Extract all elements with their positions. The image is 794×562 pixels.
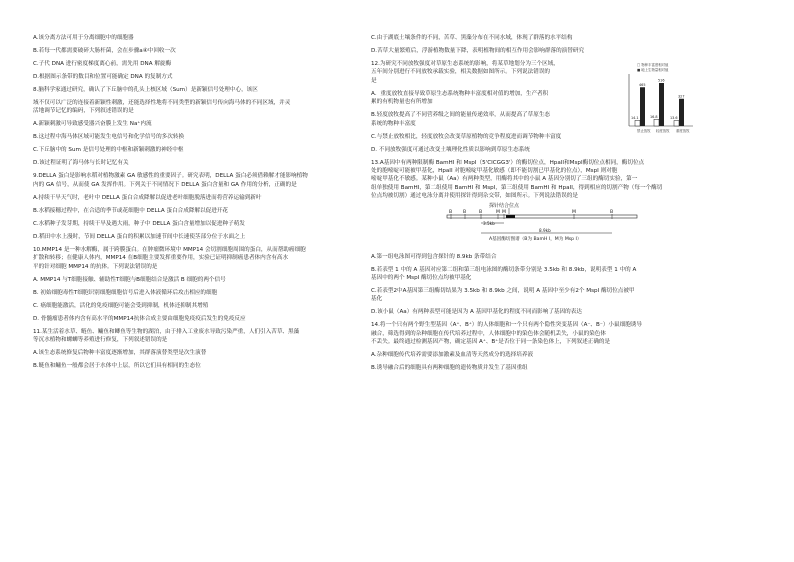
q12-option-c: C.与禁止放牧相比，轻度放牧会改变草原植物的竞争程度进而调节物种丰富度 (371, 133, 562, 140)
q11-stem-line: 等沉水植物和螺蛳等养殖进行修复，下列叙述错误的是 (33, 337, 168, 344)
diagram-caption: A基因酶切图谱（B为 BamH I，M为 Msp I） (489, 236, 582, 242)
q7-tail (33, 34, 391, 86)
q9-option-a: A.持续干旱天气时，老叶中 DELLA 蛋白合成降解以促进老叶细胞脱落进而将营养运输到新叶 (33, 194, 262, 201)
q8-option-b: B.这过程中海马体区域可能发生电信号和化学信号的多次转换 (33, 134, 185, 141)
site-label: M (496, 209, 500, 215)
q9-stem-line: 9.DELLA 蛋白是影响水稻对植物激素 GA 敏感性的重要因子。研究表明，DELLA 蛋白必须借赖解才能影响植物 (33, 173, 308, 180)
q13-stem-line: 组单独使用 BamHI，第二组使用 BamHI 和 MspI，第三组使用 BamHI 和 HpaII，得到相应的切割产物（每一个酶切 (371, 184, 663, 191)
q7-option-d: D.根据图示条带的数目和位置可能确定 DNA 的复制方式 (33, 74, 173, 80)
q9-option-d: D.稻田中水上漫时，节间 DELLA 蛋白的积累以加速节间中长速使茎部分位于水面之上 (33, 233, 246, 240)
q13-option-c: C.若表型2中A基因第三组酶切结果为 3.5kb 和 8.9kb 之间，说明 A 基因中至少有2个 MspI 酶切位点被甲 (371, 288, 635, 295)
q11-stem-line: 11.某生活着水草、鲢鱼、鳙鱼和鲫鱼等生物的湖泊，由于排入工业废水导致污染严重，人们引入苦草、黑藻 (33, 328, 300, 335)
q13-option-b-cont: 基因中的两个 MspI 酶切位点均被甲基化 (371, 275, 472, 282)
probe-region (506, 215, 515, 218)
left-column (33, 34, 391, 370)
q13-option-a: A.第一组电泳图可得到包含探针的 8.9kb 条带结合 (371, 253, 497, 260)
label-biomass: 465 (639, 82, 646, 87)
legend-dark: ■ 地上生物量相对值 (637, 68, 669, 72)
bar-biomass (679, 99, 684, 126)
q14-stem-line: 不丢失。最终通过检测基因产物，确定基因 A⁺、B⁺是否位于同一条染色体上，下列叙述正确的是 (371, 339, 611, 346)
q14-stem-line: 14.将一个只有两个野生型基因（A⁺、B⁺）的人体细胞和一个只有两个隐性突变基因（A⁻、B⁻）小鼠细胞诱导 (371, 322, 642, 329)
q13-stem-line: 位点均被切割）通过电泳分离并使用探针得到杂交带，如图所示。下列说法错误的是 (371, 193, 578, 200)
gene-bar (447, 215, 637, 218)
q12-option-b-cont: 系统的物种丰富度 (371, 120, 416, 127)
q8-option-d: D.该过程证明了海马体与长时记忆有关 (33, 160, 129, 167)
bar-richness (674, 121, 679, 126)
q14-stem-line: 融合，筛选得到的杂种细胞在传代培养过程中，人体细胞中的染色体会随机丢失，小鼠的染色体 (371, 330, 606, 337)
group-label-2: 轻度放牧 (656, 129, 670, 133)
group-label-3: 重度放牧 (676, 129, 690, 133)
site-label: M (502, 209, 506, 215)
group-label-1: 禁止放牧 (637, 129, 651, 133)
bar-biomass (659, 83, 664, 126)
q9-option-c: C.水稻种子发芽期，持续干旱及遇大雨，种子中 DELLA 蛋白含量增加以促进种子萌发 (33, 220, 245, 227)
label-richness: 14.1 (631, 115, 639, 120)
site-label: B (463, 209, 467, 215)
site-label: B (479, 209, 483, 215)
site-label: B (449, 209, 453, 215)
site-label: B (610, 209, 614, 215)
q14-option-b: B.诱导融合后的细胞具有两种细胞的遗传物质并发生了基因重组 (371, 365, 528, 372)
q10-option-b: B. 初始细胞毒性T细胞识别细胞细胞信号后进入体液循环后攻击相应的细胞 (33, 289, 218, 296)
question-9 (33, 172, 391, 245)
q8-stem-line: 域不仅可以广泛的连接着新颖性刺激，还能选择性地将不同类型的新颖信号传向海马体的不同区域，并灵 (33, 100, 291, 106)
q8-option-a: A.新颖刺激可导致感受器兴奋膜上发生 Na⁺内流 (33, 121, 152, 128)
site-label: M (572, 209, 576, 215)
length-8-9kb-label: 8.9kb (539, 227, 551, 233)
q12-option-a: A．重度放牧直接导致草原生态系统物种丰富度相对值的增加，生产者积 (371, 90, 549, 97)
q14-option-a: A.杂种细胞传代培养需要添加激素及血清等天然成分的选择培养液 (371, 352, 534, 359)
q10-option-c: C. 癌细胞能激活，活化的免疫细胞可能会受到抑制，机体还抑制其增殖 (33, 302, 209, 309)
q13-option-b: B.若表型 1 中的 A 基因对应第二组和第三组电泳图的酶切条带分别是 3.5kb 和 8.9kb，说明表型 1 中的 A (371, 266, 637, 273)
question-11 (33, 328, 391, 371)
label-richness: 13.6 (670, 116, 678, 121)
bar-biomass (640, 87, 645, 126)
bar-richness (635, 120, 640, 126)
q13-option-c-cont: 基化 (371, 296, 383, 303)
q10-stem-line: 平的针对细胞 MMP14 的抗体。下列说法错误的是 (33, 263, 158, 270)
bar-richness (654, 119, 659, 126)
label-biomass: 516 (658, 78, 665, 83)
question-14 (371, 321, 769, 372)
q12-bar-chart (623, 60, 697, 140)
gene-map-diagram (371, 201, 769, 249)
q13-stem-line: 13.A基因中有两种限制酶 BamHI 和 MspI（5'CⅠCGG3'）的酶切位点，HpaII和MspI酶切位点相同，酶切位点 (371, 159, 645, 166)
q10-stem-line: 扩散和转移；在健康人体内，MMP14 在B细胞主要发挥重要作用，实验已证明抑制癌患者体内含有高水 (33, 255, 289, 262)
q12-option-b: B.轻度放牧提高了不同营养级之间的能量传递效率，从而提高了草原生态 (371, 112, 551, 119)
q12-stem-line: 12.为研究不同放牧强度对草原生态系统的影响，将某草地划分为三个区域， (371, 61, 559, 67)
q11-option-b: B.鲢鱼和鳙鱼一般都会居于水体中上层，所以它们具有相同的生态位 (33, 363, 201, 370)
question-8 (33, 86, 391, 172)
q9-stem-line: 内的 GA 信号，从而使 GA 发挥作用。下列关于不同情况下 DELLA 蛋白含量和 GA 作用的分析，正确的是 (33, 181, 297, 188)
legend-light: □ 物种丰富度相对值 (637, 63, 669, 67)
q11-option-a: A.该生态系统修复后物种丰富度逐渐增加，其群落演替类型是次生演替 (33, 350, 207, 357)
question-12 (371, 60, 769, 159)
q10-option-d: D. 骨髓瘤患者体内含有高水平的MMP14抗体合成主要由细胞免疫疫后发生的免疫反应 (33, 315, 246, 322)
question-10 (33, 246, 391, 328)
q12-option-a-cont: 累的有机物量也有所增加 (371, 99, 433, 106)
q7-option-b: B.若每一代都需要破碎大肠杆菌，会在步骤a④中回收一次 (33, 48, 176, 54)
q11-option-c: C.由于湖底土壤条件的不同，苦草、黑藻分布在不同水域，体现了群落的水平结构 (371, 35, 573, 41)
q8-stem-line: 活地调节记忆的编码，下列叙述错误的是 (33, 108, 134, 115)
right-column (371, 34, 769, 373)
label-richness: 16.8 (650, 114, 658, 119)
q8-stem-line: 8.脑科学家通过研究，确认了下丘脑中的孔头上核区域（Sum）是新颖信号处理中心，该区 (33, 87, 258, 93)
q13-option-d: D.该小鼠（Aa）有两种表型可能是因为 A 基因甲基化的程度不同而影响了基因的表达 (371, 309, 582, 316)
question-13 (371, 159, 769, 322)
q13-stem-line: 嘧啶甲基化不敏感。某种小鼠（Aa）有两种类型，用酶将其中的小鼠 A 基因分别切了三组的酶切实验，第一 (371, 176, 638, 183)
q12-stem-line: 五年间分别进行不同放牧承载实验，相关数据如图所示。下列说法错误的 (371, 69, 551, 76)
q11-tail (371, 34, 769, 60)
q8-option-c: C.下丘脑中的 Sum 是信号处理的中枢和新颖刺激的神经中枢 (33, 147, 184, 154)
chart-legend (637, 62, 669, 72)
q10-option-a: A. MMP14 与T细胞接触、辅助性T细胞与B细胞结合是激活 B 细胞的两个信号 (33, 276, 226, 283)
q11-option-d: D.苦草大量繁殖后，浮游植物数量下降，表明植物间的相互作用会影响群落的演替研究 (371, 48, 585, 54)
q9-option-b: B.水稻接穗过程中，在合适的季节或花细胞中 DELLA 蛋白合成降解以促进开花 (33, 207, 229, 214)
q12-option-d: D. 不同放牧强度可通过改变土壤理化性质以影响到草原生态系统 (371, 146, 530, 153)
probe-site-label: 探针结合位点 (489, 202, 520, 209)
length-3-5kb-label: 3.5kb (483, 220, 495, 226)
q12-stem-line: 是 (371, 77, 377, 84)
q13-stem-line: 处的胞嘧啶可能被甲基化，HpaII 对胞嘧啶甲基化敏感（即不能切割已甲基化的位点），MspI 则对胞 (371, 168, 618, 175)
q10-stem-line: 10.MMP14 是一种水解酶，属于跨膜蛋白。在肿瘤微环境中 MMP14 会切割细胞周围的蛋白，从而帮助癌细胞 (33, 246, 306, 253)
label-biomass: 327 (678, 94, 685, 99)
q7-option-c: C.子代 DNA 进行密度梯度离心前，需先用 DNA 解旋酶 (33, 61, 172, 67)
q7-option-a: A.该分离方法可用于分离细胞中的细胞器 (33, 35, 134, 41)
